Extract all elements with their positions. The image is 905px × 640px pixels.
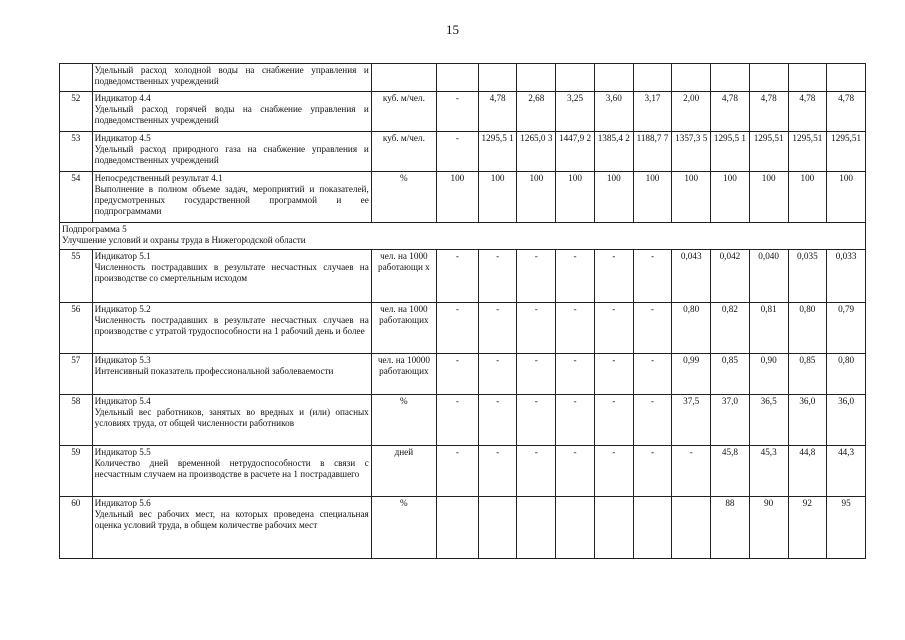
value-cell: 0,90 bbox=[749, 354, 788, 395]
value-cell: 100 bbox=[788, 172, 827, 223]
table-row bbox=[60, 354, 866, 395]
value-cell: - bbox=[556, 303, 595, 354]
value-cell: 1385,4 2 bbox=[594, 132, 633, 172]
value-cell: 4,78 bbox=[827, 92, 866, 132]
indicator-description: Удельный расход холодной воды на снабжение управления и подведомственных учреждений bbox=[94, 65, 369, 86]
value-cell: 0,85 bbox=[788, 354, 827, 395]
value-cell bbox=[788, 64, 827, 92]
table-row bbox=[60, 132, 866, 172]
value-cell bbox=[556, 497, 595, 559]
value-cell: 4,78 bbox=[749, 92, 788, 132]
value-cell: 0,99 bbox=[672, 354, 711, 395]
value-cell: - bbox=[556, 354, 595, 395]
value-cell: 4,78 bbox=[711, 92, 750, 132]
value-cell: 1295,5 1 bbox=[478, 132, 517, 172]
value-cell: - bbox=[436, 132, 478, 172]
value-cell: 1295,51 bbox=[749, 132, 788, 172]
indicator-description: Удельный расход горячей воды на снабжение управления и подведомственных учреждений bbox=[94, 104, 369, 125]
unit-cell: % bbox=[371, 395, 436, 446]
unit-cell: чел. на 1000 работающих bbox=[371, 303, 436, 354]
value-cell bbox=[749, 64, 788, 92]
value-cell: 0,033 bbox=[827, 250, 866, 303]
value-cell: 36,0 bbox=[827, 395, 866, 446]
value-cell: 2,00 bbox=[672, 92, 711, 132]
row-number: 52 bbox=[60, 92, 93, 132]
value-cell: - bbox=[478, 303, 517, 354]
indicator-description: Удельный вес рабочих мест, на которых проведена специальная оценка условий труда, в общем количестве рабочих мест bbox=[94, 509, 369, 530]
subprogram-number: Подпрограмма 5 bbox=[62, 224, 127, 234]
unit-cell: куб. м/чел. bbox=[371, 132, 436, 172]
value-cell: 0,035 bbox=[788, 250, 827, 303]
value-cell: 100 bbox=[517, 172, 556, 223]
value-cell: 100 bbox=[556, 172, 595, 223]
value-cell: 36,0 bbox=[788, 395, 827, 446]
value-cell: - bbox=[556, 446, 595, 497]
value-cell bbox=[594, 64, 633, 92]
value-cell: 100 bbox=[827, 172, 866, 223]
indicator-description-cell bbox=[92, 132, 371, 172]
indicator-description: Выполнение в полном объеме задач, мероприятий и показателей, предусмотренных государственной программой и ее подпрограммами bbox=[94, 184, 369, 216]
value-cell: 92 bbox=[788, 497, 827, 559]
value-cell bbox=[633, 497, 672, 559]
value-cell: - bbox=[436, 250, 478, 303]
value-cell bbox=[436, 64, 478, 92]
value-cell: - bbox=[633, 303, 672, 354]
indicator-title: Индикатор 5.2 bbox=[94, 304, 151, 314]
row-number: 59 bbox=[60, 446, 93, 497]
value-cell: 44,3 bbox=[827, 446, 866, 497]
subprogram-header bbox=[60, 223, 866, 250]
value-cell: - bbox=[436, 446, 478, 497]
value-cell: 44,8 bbox=[788, 446, 827, 497]
value-cell: - bbox=[594, 395, 633, 446]
value-cell: 1295,51 bbox=[827, 132, 866, 172]
value-cell bbox=[672, 497, 711, 559]
value-cell: 0,80 bbox=[788, 303, 827, 354]
table-row bbox=[60, 497, 866, 559]
indicator-description: Удельный вес работников, занятых во вредных и (или) опасных условиях труда, от общей численности работников bbox=[94, 407, 369, 428]
indicator-title: Индикатор 5.6 bbox=[94, 498, 151, 508]
indicator-description: Интенсивный показатель профессиональной заболеваемости bbox=[94, 366, 334, 376]
row-number bbox=[60, 64, 93, 92]
value-cell: 3,60 bbox=[594, 92, 633, 132]
subprogram-title: Улучшение условий и охраны труда в Нижегородской области bbox=[62, 235, 306, 245]
value-cell bbox=[633, 64, 672, 92]
value-cell: - bbox=[633, 354, 672, 395]
indicator-description-cell bbox=[92, 303, 371, 354]
value-cell: 3,17 bbox=[633, 92, 672, 132]
table-row bbox=[60, 250, 866, 303]
row-number: 56 bbox=[60, 303, 93, 354]
value-cell: 100 bbox=[633, 172, 672, 223]
value-cell: 1188,7 7 bbox=[633, 132, 672, 172]
row-number: 53 bbox=[60, 132, 93, 172]
table-row bbox=[60, 92, 866, 132]
value-cell: - bbox=[517, 354, 556, 395]
indicator-description-cell bbox=[92, 354, 371, 395]
value-cell: 100 bbox=[478, 172, 517, 223]
value-cell: - bbox=[478, 250, 517, 303]
value-cell: - bbox=[556, 395, 595, 446]
value-cell bbox=[436, 497, 478, 559]
table-row bbox=[60, 395, 866, 446]
table-row bbox=[60, 64, 866, 92]
value-cell: 1295,51 bbox=[788, 132, 827, 172]
value-cell: 0,042 bbox=[711, 250, 750, 303]
value-cell: - bbox=[633, 250, 672, 303]
value-cell: - bbox=[517, 303, 556, 354]
value-cell: 0,82 bbox=[711, 303, 750, 354]
value-cell: - bbox=[594, 250, 633, 303]
value-cell bbox=[594, 497, 633, 559]
indicator-title: Индикатор 4.5 bbox=[94, 133, 151, 143]
row-number: 58 bbox=[60, 395, 93, 446]
value-cell: 100 bbox=[672, 172, 711, 223]
value-cell: - bbox=[517, 395, 556, 446]
value-cell: 0,79 bbox=[827, 303, 866, 354]
unit-cell: дней bbox=[371, 446, 436, 497]
indicator-title: Индикатор 4.4 bbox=[94, 93, 151, 103]
subprogram-header-row bbox=[60, 223, 866, 250]
value-cell: - bbox=[436, 92, 478, 132]
indicator-description-cell bbox=[92, 172, 371, 223]
value-cell: - bbox=[556, 250, 595, 303]
value-cell: 0,043 bbox=[672, 250, 711, 303]
value-cell: - bbox=[436, 395, 478, 446]
indicator-description: Численность пострадавших в результате несчастных случаев на производстве со смертельным исходом bbox=[94, 262, 369, 283]
value-cell: - bbox=[517, 250, 556, 303]
indicator-description-cell bbox=[92, 395, 371, 446]
value-cell: 45,3 bbox=[749, 446, 788, 497]
indicator-description: Удельный расход природного газа на снабжение управления и подведомственных учреждений bbox=[94, 144, 369, 165]
value-cell: 0,85 bbox=[711, 354, 750, 395]
value-cell: 36,5 bbox=[749, 395, 788, 446]
value-cell: 95 bbox=[827, 497, 866, 559]
value-cell bbox=[711, 64, 750, 92]
value-cell: 1265,0 3 bbox=[517, 132, 556, 172]
table-row bbox=[60, 446, 866, 497]
value-cell: 37,0 bbox=[711, 395, 750, 446]
table-row bbox=[60, 303, 866, 354]
unit-cell: куб. м/чел. bbox=[371, 92, 436, 132]
value-cell bbox=[517, 497, 556, 559]
value-cell: 45,8 bbox=[711, 446, 750, 497]
value-cell: 100 bbox=[594, 172, 633, 223]
value-cell: 1295,5 1 bbox=[711, 132, 750, 172]
value-cell: - bbox=[594, 446, 633, 497]
value-cell: 0,040 bbox=[749, 250, 788, 303]
value-cell: 0,80 bbox=[672, 303, 711, 354]
value-cell: - bbox=[436, 303, 478, 354]
value-cell: 2,68 bbox=[517, 92, 556, 132]
row-number: 54 bbox=[60, 172, 93, 223]
unit-cell: % bbox=[371, 172, 436, 223]
value-cell: 88 bbox=[711, 497, 750, 559]
value-cell: 100 bbox=[436, 172, 478, 223]
indicator-title: Индикатор 5.5 bbox=[94, 447, 151, 457]
unit-cell: % bbox=[371, 497, 436, 559]
unit-cell: чел. на 10000 работающих bbox=[371, 354, 436, 395]
indicator-description-cell bbox=[92, 64, 371, 92]
unit-cell bbox=[371, 64, 436, 92]
value-cell bbox=[478, 497, 517, 559]
row-number: 60 bbox=[60, 497, 93, 559]
value-cell: 1357,3 5 bbox=[672, 132, 711, 172]
indicator-title: Индикатор 5.4 bbox=[94, 396, 151, 406]
value-cell: 100 bbox=[749, 172, 788, 223]
table-row bbox=[60, 172, 866, 223]
value-cell: 1447,9 2 bbox=[556, 132, 595, 172]
indicator-title: Непосредственный результат 4.1 bbox=[94, 173, 223, 183]
indicator-description-cell bbox=[92, 446, 371, 497]
value-cell: - bbox=[436, 354, 478, 395]
indicator-description-cell bbox=[92, 497, 371, 559]
indicator-description: Численность пострадавших в результате несчастных случаев на производстве с утратой трудоспособности на 1 рабочий день и более bbox=[94, 315, 369, 336]
value-cell: 90 bbox=[749, 497, 788, 559]
value-cell bbox=[478, 64, 517, 92]
value-cell: 100 bbox=[711, 172, 750, 223]
value-cell: - bbox=[672, 446, 711, 497]
value-cell: 0,81 bbox=[749, 303, 788, 354]
indicator-description-cell bbox=[92, 92, 371, 132]
value-cell: - bbox=[517, 446, 556, 497]
indicator-title: Индикатор 5.1 bbox=[94, 251, 151, 261]
value-cell: - bbox=[594, 354, 633, 395]
value-cell: - bbox=[478, 354, 517, 395]
value-cell: - bbox=[633, 446, 672, 497]
value-cell bbox=[556, 64, 595, 92]
value-cell: - bbox=[594, 303, 633, 354]
value-cell bbox=[517, 64, 556, 92]
row-number: 55 bbox=[60, 250, 93, 303]
row-number: 57 bbox=[60, 354, 93, 395]
value-cell bbox=[827, 64, 866, 92]
indicator-description-cell bbox=[92, 250, 371, 303]
indicators-table bbox=[59, 63, 866, 559]
indicator-description: Количество дней временной нетрудоспособности в связи с несчастным случаем на производстве в расчете на 1 пострадавшего bbox=[94, 458, 369, 479]
value-cell: 3,25 bbox=[556, 92, 595, 132]
value-cell: - bbox=[478, 446, 517, 497]
value-cell: 0,80 bbox=[827, 354, 866, 395]
value-cell: - bbox=[633, 395, 672, 446]
value-cell bbox=[672, 64, 711, 92]
page-number: 15 bbox=[446, 22, 459, 37]
value-cell: - bbox=[478, 395, 517, 446]
value-cell: 37,5 bbox=[672, 395, 711, 446]
value-cell: 4,78 bbox=[478, 92, 517, 132]
unit-cell: чел. на 1000 работающи х bbox=[371, 250, 436, 303]
value-cell: 4,78 bbox=[788, 92, 827, 132]
indicator-title: Индикатор 5.3 bbox=[94, 355, 151, 365]
